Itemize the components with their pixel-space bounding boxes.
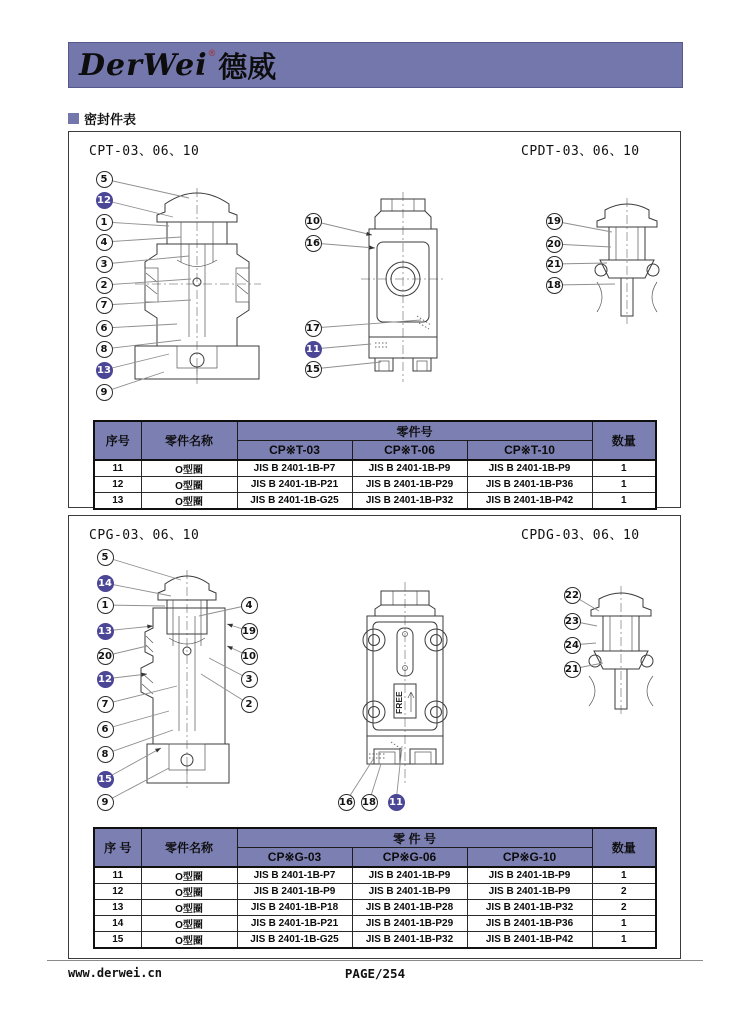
table-cell: 11 [94,867,141,884]
callout-balloon-16: 16 [338,794,355,811]
callout-balloon-1: 1 [97,597,114,614]
seal-parts-table-cpg [93,827,657,949]
leader-line [105,626,153,631]
leader-line [313,221,372,235]
table-row [94,916,656,932]
table-row [94,477,656,493]
leader-arrowhead-icon [141,673,147,677]
col-subheader: CP※G-06 [352,848,467,868]
col-header-qty: 数量 [592,421,656,460]
table-cell: JIS B 2401-1B-P42 [467,932,592,949]
col-subheader: CP※T-10 [467,441,592,461]
callout-balloon-3: 3 [96,256,113,273]
cpg-section-view-drawing [141,570,229,790]
table-cell: O型圈 [141,477,237,493]
table-cell: 2 [592,884,656,900]
leader-line [105,646,147,656]
model-title-cpg: CPG-03、06、10 [89,528,200,543]
table-cell: JIS B 2401-1B-P28 [352,900,467,916]
table-cell: JIS B 2401-1B-P9 [352,884,467,900]
callout-balloon-10: 10 [241,648,258,665]
table-cell: JIS B 2401-1B-P32 [352,493,467,510]
callout-balloon-18: 18 [546,277,563,294]
table-cell: JIS B 2401-1B-P36 [467,916,592,932]
table-cell: O型圈 [141,932,237,949]
panel-cpt [68,131,681,508]
leader-line [572,595,599,611]
callout-balloon-2: 2 [96,277,113,294]
callout-balloon-6: 6 [97,721,114,738]
free-flow-label: FREE [394,691,404,714]
callout-balloon-4: 4 [96,234,113,251]
table-cell: 1 [592,477,656,493]
model-title-cpt: CPT-03、06、10 [89,144,200,159]
table-cell: 1 [592,916,656,932]
col-header-qty: 数量 [592,828,656,867]
callout-balloon-19: 19 [241,623,258,640]
col-header-index: 序号 [94,421,141,460]
table-cell: JIS B 2401-1B-P32 [352,932,467,949]
table-row [94,493,656,510]
callout-balloon-18: 18 [361,794,378,811]
cpdt-detail-drawing [595,198,659,324]
table-cell: JIS B 2401-1B-P7 [237,460,352,477]
callout-balloon-11: 11 [388,794,405,811]
callout-balloon-10: 10 [305,213,322,230]
leader-arrowhead-icon [155,748,161,753]
table-cell: JIS B 2401-1B-P9 [467,867,592,884]
section-bullet-icon [68,113,79,124]
col-subheader: CP※G-03 [237,848,352,868]
table-cell: JIS B 2401-1B-P36 [467,477,592,493]
leader-line [105,605,165,606]
leader-line [313,320,421,328]
leader-line [104,237,181,242]
table-cell: 1 [592,460,656,477]
callout-balloon-22: 22 [564,587,581,604]
table-cell: 14 [94,916,141,932]
table-cell: 11 [94,460,141,477]
leader-line [104,354,169,370]
registered-mark-icon: ® [208,48,216,58]
leader-line [105,583,171,596]
leader-line [104,179,189,198]
callout-balloon-24: 24 [564,637,581,654]
table-cell: 12 [94,884,141,900]
callout-balloon-13: 13 [96,362,113,379]
col-subheader: CP※T-03 [237,441,352,461]
table-cell: 1 [592,493,656,510]
table-cell: O型圈 [141,493,237,510]
leader-line [104,340,181,349]
table-cell: JIS B 2401-1B-G25 [237,493,352,510]
section-title: 密封件表 [84,112,137,127]
leader-line [104,324,177,328]
table-cell: 1 [592,867,656,884]
leader-line [369,764,381,802]
table-cell: 1 [592,932,656,949]
table-cell: JIS B 2401-1B-P9 [467,460,592,477]
callout-balloon-8: 8 [96,341,113,358]
model-title-cpdt: CPDT-03、06、10 [521,144,640,159]
table-cell: 13 [94,493,141,510]
callout-balloon-1: 1 [96,214,113,231]
cpt-section-view-drawing [135,188,261,384]
table-cell: 2 [592,900,656,916]
callout-balloon-21: 21 [546,256,563,273]
callout-balloon-4: 4 [241,597,258,614]
callout-balloon-5: 5 [97,549,114,566]
leader-line [104,300,191,305]
table-cell: 12 [94,477,141,493]
table-cell: O型圈 [141,460,237,477]
callout-balloon-11: 11 [305,341,322,358]
leader-line [313,344,371,349]
callout-balloon-8: 8 [97,746,114,763]
panel-cpg [68,515,681,959]
leader-line [104,200,173,217]
leader-line [105,748,161,779]
section-label [68,109,136,128]
brand-banner [68,42,683,88]
leader-line [554,244,611,247]
callout-balloon-16: 16 [305,235,322,252]
leader-line [396,746,402,802]
brand-logo-cjk: 德威 [218,49,277,84]
leader-line [554,284,615,285]
table-row [94,867,656,884]
table-cell: JIS B 2401-1B-P9 [467,884,592,900]
leader-line [105,768,169,802]
leader-line [346,758,374,802]
table-cell: O型圈 [141,884,237,900]
leader-line [104,372,164,392]
leader-line [105,730,173,754]
leader-line [313,243,375,248]
table-row [94,884,656,900]
table-cell: JIS B 2401-1B-P29 [352,916,467,932]
cpdg-detail-drawing [589,586,653,716]
table-cell: JIS B 2401-1B-P7 [237,867,352,884]
table-cell: JIS B 2401-1B-P18 [237,900,352,916]
callout-balloon-7: 7 [96,297,113,314]
leader-arrowhead-icon [227,646,233,650]
col-header-index: 序 号 [94,828,141,867]
callout-balloon-9: 9 [97,794,114,811]
col-header-partno: 零件号 [237,421,592,441]
leader-line [209,658,249,679]
callout-balloon-23: 23 [564,613,581,630]
callout-balloon-21: 21 [564,661,581,678]
website-url: www.derwei.cn [68,966,162,980]
table-cell: JIS B 2401-1B-P9 [352,867,467,884]
cpg-top-view-drawing [363,582,447,784]
table-cell: JIS B 2401-1B-G25 [237,932,352,949]
table-cell: 15 [94,932,141,949]
table-row [94,460,656,477]
table-cell: JIS B 2401-1B-P21 [237,916,352,932]
callout-balloon-2: 2 [241,696,258,713]
callout-balloon-15: 15 [97,771,114,788]
page-number: PAGE/254 [344,966,406,981]
callout-balloon-15: 15 [305,361,322,378]
callout-balloon-3: 3 [241,671,258,688]
cpt-side-view-drawing [361,192,446,382]
callout-balloon-5: 5 [96,171,113,188]
callout-balloon-9: 9 [96,384,113,401]
col-header-name: 零件名称 [141,421,237,460]
leader-line [572,621,597,626]
leader-line [104,256,189,264]
leader-line [104,222,169,226]
table-cell: JIS B 2401-1B-P9 [352,460,467,477]
col-subheader: CP※T-06 [352,441,467,461]
callout-balloon-6: 6 [96,320,113,337]
callout-balloon-14: 14 [97,575,114,592]
brand-logo-latin: DerWei [79,47,208,83]
callout-balloon-19: 19 [546,213,563,230]
callout-balloon-12: 12 [96,192,113,209]
table-row [94,932,656,949]
leader-arrowhead-icon [227,624,233,628]
col-header-partno: 零 件 号 [237,828,592,848]
col-subheader: CP※G-10 [467,848,592,868]
table-cell: JIS B 2401-1B-P9 [237,884,352,900]
table-cell: JIS B 2401-1B-P29 [352,477,467,493]
model-title-cpdg: CPDG-03、06、10 [521,528,640,543]
table-cell: JIS B 2401-1B-P32 [467,900,592,916]
table-row [94,900,656,916]
callout-balloon-7: 7 [97,696,114,713]
leader-line [313,362,381,369]
callout-balloon-20: 20 [97,648,114,665]
table-cell: O型圈 [141,916,237,932]
callout-balloon-20: 20 [546,236,563,253]
footer-divider [47,960,703,961]
callout-balloon-12: 12 [97,671,114,688]
table-cell: 13 [94,900,141,916]
table-cell: O型圈 [141,900,237,916]
table-cell: JIS B 2401-1B-P21 [237,477,352,493]
callout-balloon-13: 13 [97,623,114,640]
table-cell: O型圈 [141,867,237,884]
col-header-name: 零件名称 [141,828,237,867]
leader-line [105,557,181,580]
callout-balloon-17: 17 [305,320,322,337]
leader-line [105,711,169,729]
seal-parts-table-cpt [93,420,657,510]
table-cell: JIS B 2401-1B-P42 [467,493,592,510]
leader-line [572,643,596,645]
